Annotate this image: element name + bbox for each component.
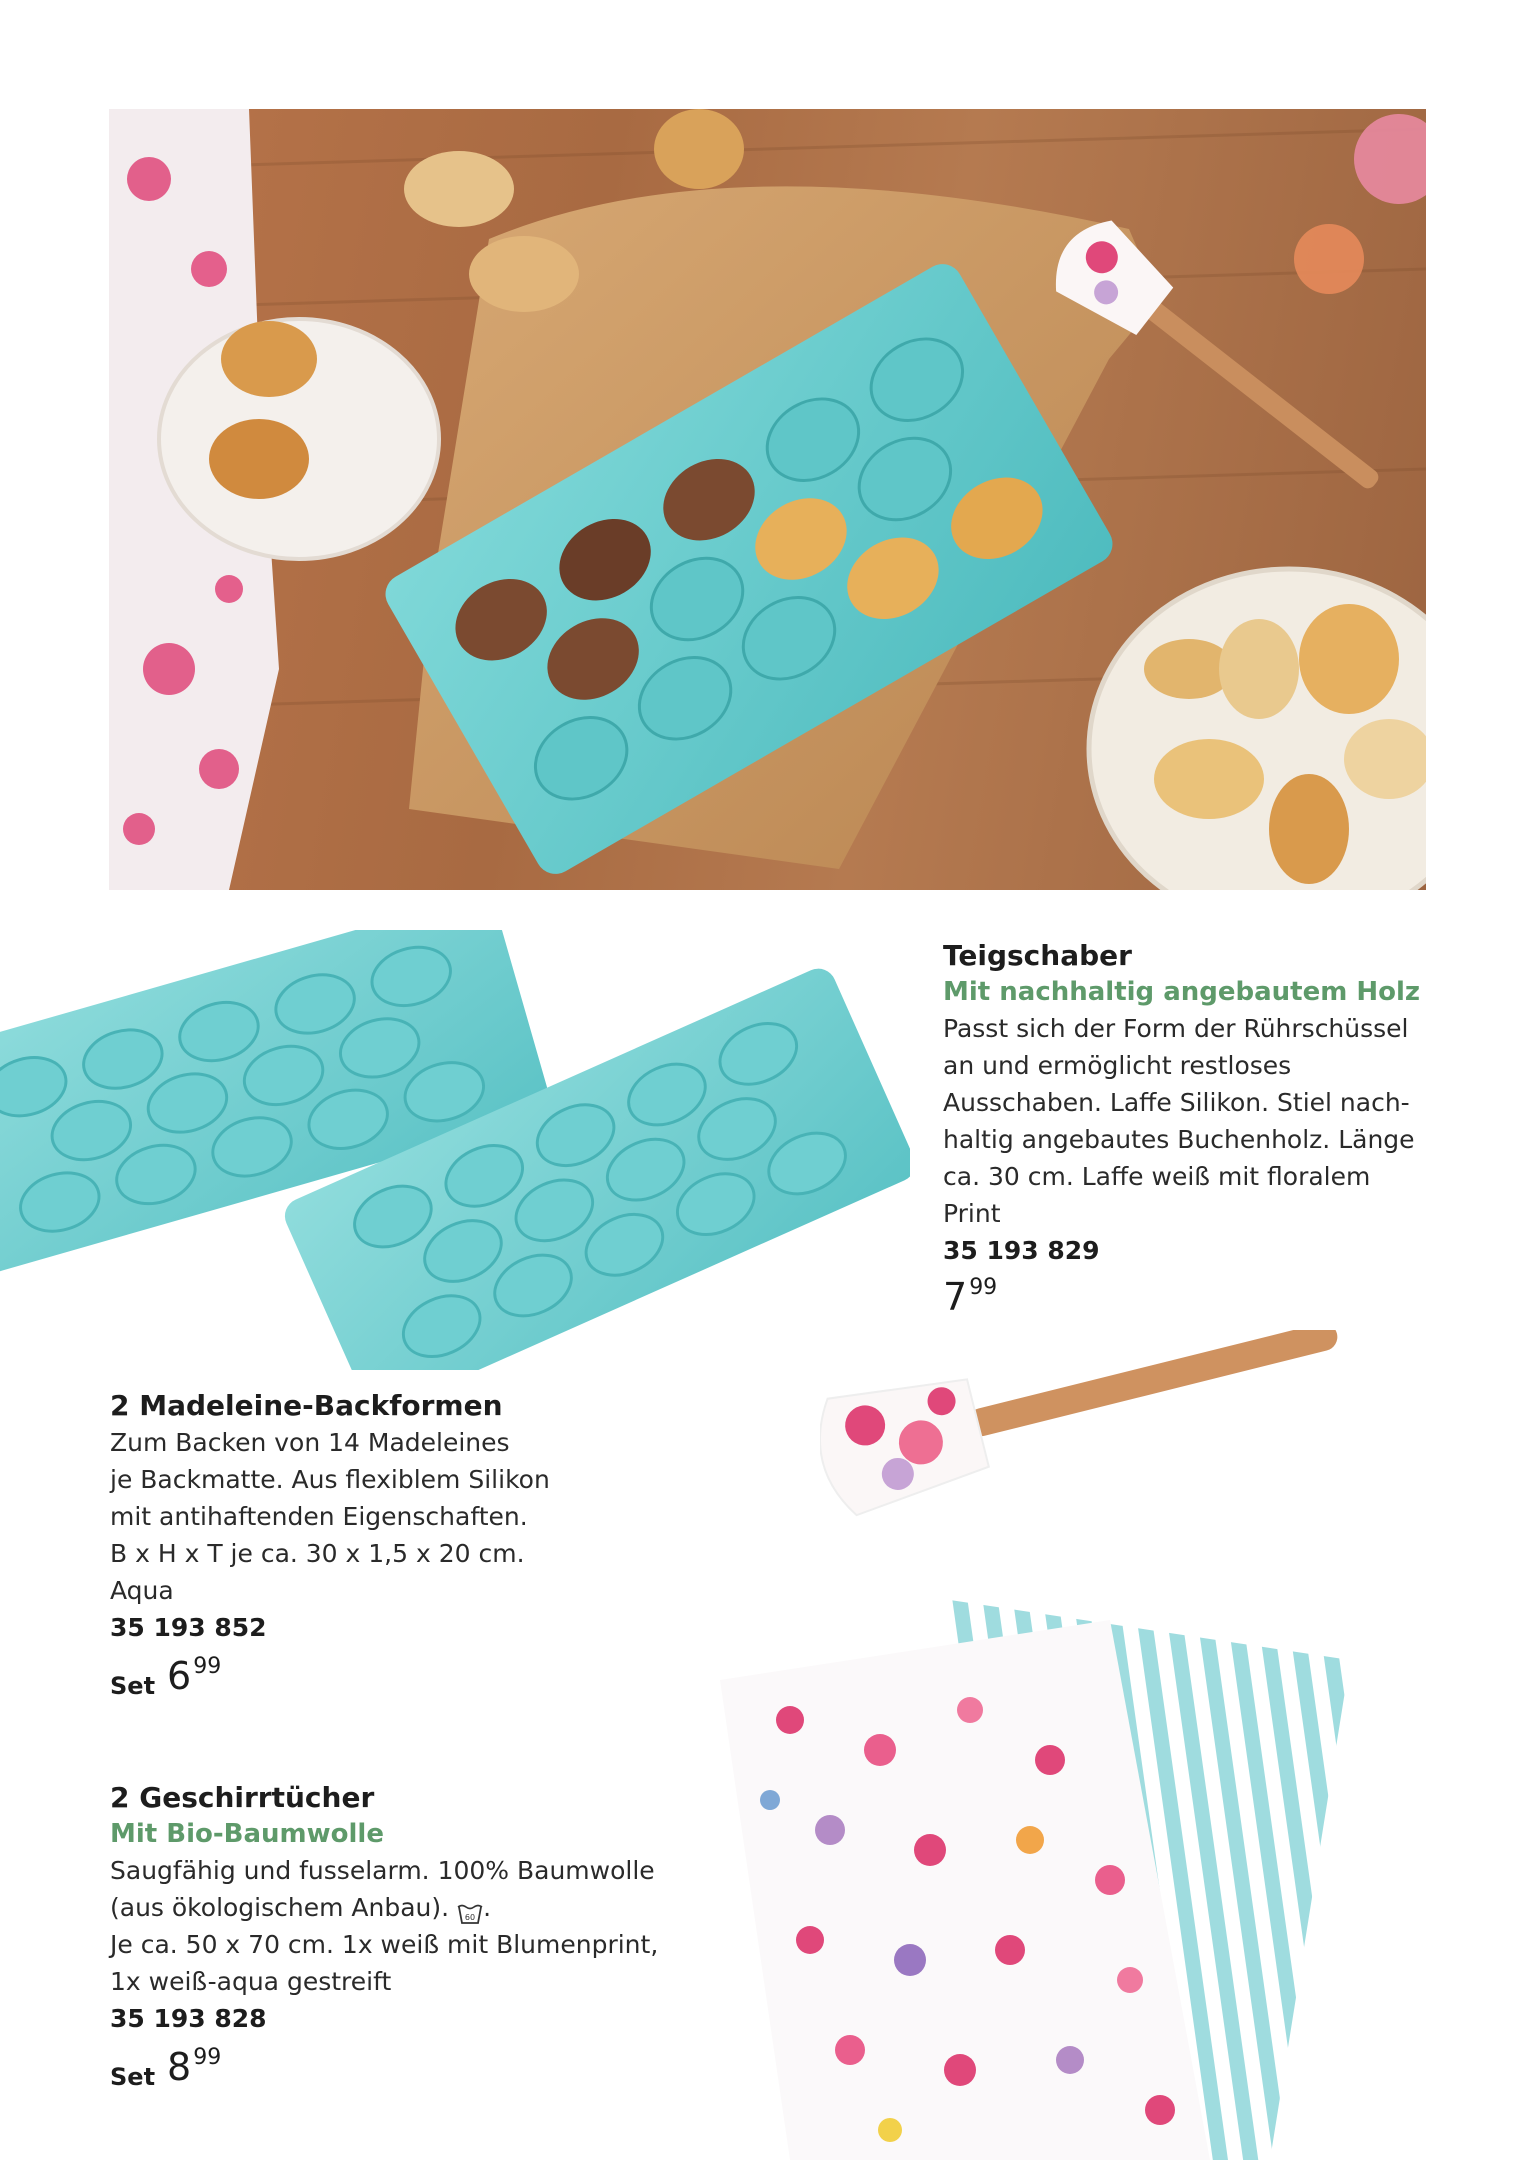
wash-60-icon <box>457 1898 483 1920</box>
article-number: 35 193 829 <box>943 1236 1100 1265</box>
price-euros: 8 <box>167 2045 192 2089</box>
price-unit: Set <box>110 1672 156 1700</box>
price <box>110 1654 670 1700</box>
price-cents: 99 <box>193 1654 222 1679</box>
product-description-line2: (aus ökologischem Anbau). 60 . <box>110 1893 492 1922</box>
description-text: (aus ökologischem Anbau). <box>110 1893 450 1922</box>
product-subtitle: Mit nachhaltig angebautem Holz <box>943 977 1421 1007</box>
product-description: Passt sich der Form der Rührschüssel an und ermöglicht restloses Ausschaben. Laffe Silikon. Stiel nach- haltig angebautes Buchenholz. Länge ca. 30 cm. Laffe weiß mit floralem Print <box>943 1014 1415 1228</box>
price-cents: 99 <box>969 1275 998 1300</box>
price <box>110 2045 670 2091</box>
price-unit: Set <box>110 2063 156 2091</box>
svg-text:60: 60 <box>464 1913 476 1922</box>
product-description-line1: Saugfähig und fusselarm. 100% Baumwolle <box>110 1856 655 1885</box>
product-subtitle: Mit Bio-Baumwolle <box>110 1819 384 1849</box>
tea-towels-photo <box>710 1600 1350 2160</box>
product-title: 2 Geschirrtücher <box>110 1781 375 1814</box>
product-geschirrtuecher <box>110 1780 670 2091</box>
price-euros: 6 <box>167 1654 192 1698</box>
article-number: 35 193 828 <box>110 2004 267 2033</box>
price <box>943 1275 1423 1319</box>
product-teigschaber <box>943 938 1423 1319</box>
hero-photo <box>109 109 1426 890</box>
article-number: 35 193 852 <box>110 1613 267 1642</box>
product-description: Zum Backen von 14 Madeleines je Backmatte. Aus flexiblem Silikon mit antihaftenden Eigenschaften. B x H x T je ca. 30 x 1,5 x 20 cm. Aqua <box>110 1428 550 1605</box>
spatula-photo <box>820 1330 1340 1540</box>
price-euros: 7 <box>943 1275 968 1319</box>
product-title: Teigschaber <box>943 939 1132 972</box>
product-title: 2 Madeleine-Backformen <box>110 1389 503 1422</box>
product-madeleine <box>110 1388 670 1700</box>
price-cents: 99 <box>193 2045 222 2070</box>
product-description-rest: Je ca. 50 x 70 cm. 1x weiß mit Blumenprint, 1x weiß-aqua gestreift <box>110 1930 659 1996</box>
madeleine-molds-photo <box>0 930 910 1370</box>
